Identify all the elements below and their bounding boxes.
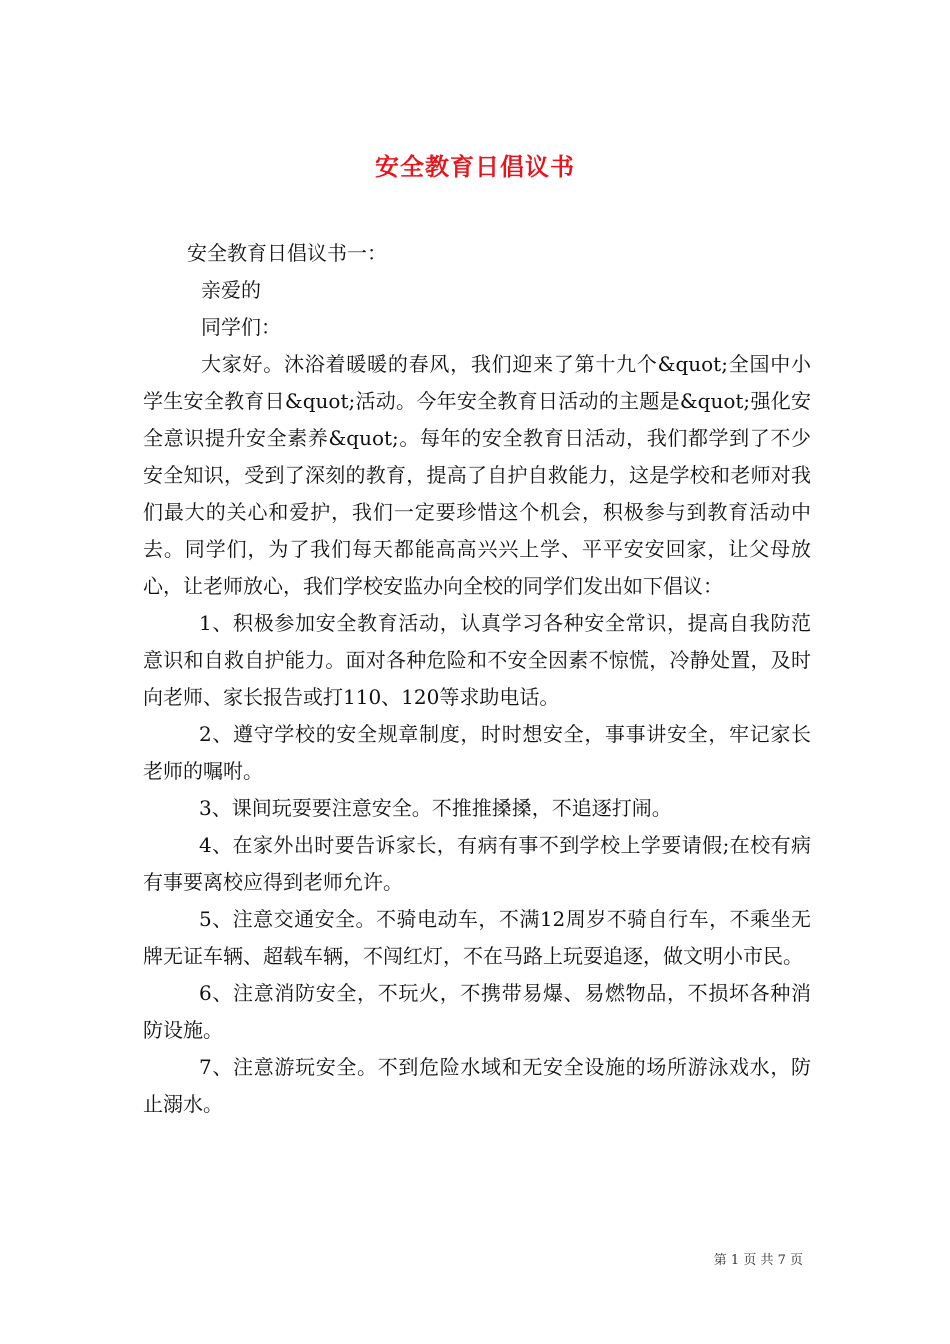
proposal-item-2: 2、遵守学校的安全规章制度，时时想安全，事事讲安全，牢记家长老师的嘱咐。 (143, 722, 811, 783)
section-heading: 安全教育日倡议书一： (187, 241, 387, 265)
intro-paragraph: 大家好。沐浴着暖暖的春风，我们迎来了第十九个&quot;全国中小学生安全教育日&quot;活动。今年安全教育日活动的主题是&quot;强化安全意识提升安全素养&quot;。每年的安全教育日活动，我们都学到了不少安全知识，受到了深刻的教育，提高了自护自救能力，这是学校和老师对我们最大的关心和爱护，我们一定要珍惜这个机会，积极参与到教育活动中去。同学们，为了我们每天都能高高兴兴上学、平平安安回家，让父母放心，让老师放心，我们学校安监办向全校的同学们发出如下倡议： (143, 352, 811, 598)
page-number: 第 1 页 共 7 页 (713, 1253, 803, 1268)
proposal-item-1: 1、积极参加安全教育活动，认真学习各种安全常识，提高自我防范意识和自救自护能力。面对各种危险和不安全因素不惊慌，冷静处置，及时向老师、家长报告或打110、120等求助电话。 (143, 611, 811, 709)
proposal-item-5: 5、注意交通安全。不骑电动车，不满12周岁不骑自行车，不乘坐无牌无证车辆、超载车辆，不闯红灯，不在马路上玩耍追逐，做文明小市民。 (143, 907, 811, 968)
salutation-line-1: 亲爱的 (201, 278, 261, 302)
proposal-item-6: 6、注意消防安全，不玩火，不携带易爆、易燃物品，不损坏各种消防设施。 (143, 981, 811, 1042)
document-body (143, 235, 811, 1123)
salutation-line-2: 同学们： (201, 315, 281, 339)
document-title: 安全教育日倡议书 (375, 152, 575, 182)
proposal-item-4: 4、在家外出时要告诉家长，有病有事不到学校上学要请假;在校有病有事要离校应得到老师允许。 (143, 833, 811, 894)
proposal-item-7: 7、注意游玩安全。不到危险水域和无安全设施的场所游泳戏水，防止溺水。 (143, 1055, 811, 1116)
proposal-item-3: 3、课间玩耍要注意安全。不推推搡搡，不追逐打闹。 (199, 796, 672, 820)
